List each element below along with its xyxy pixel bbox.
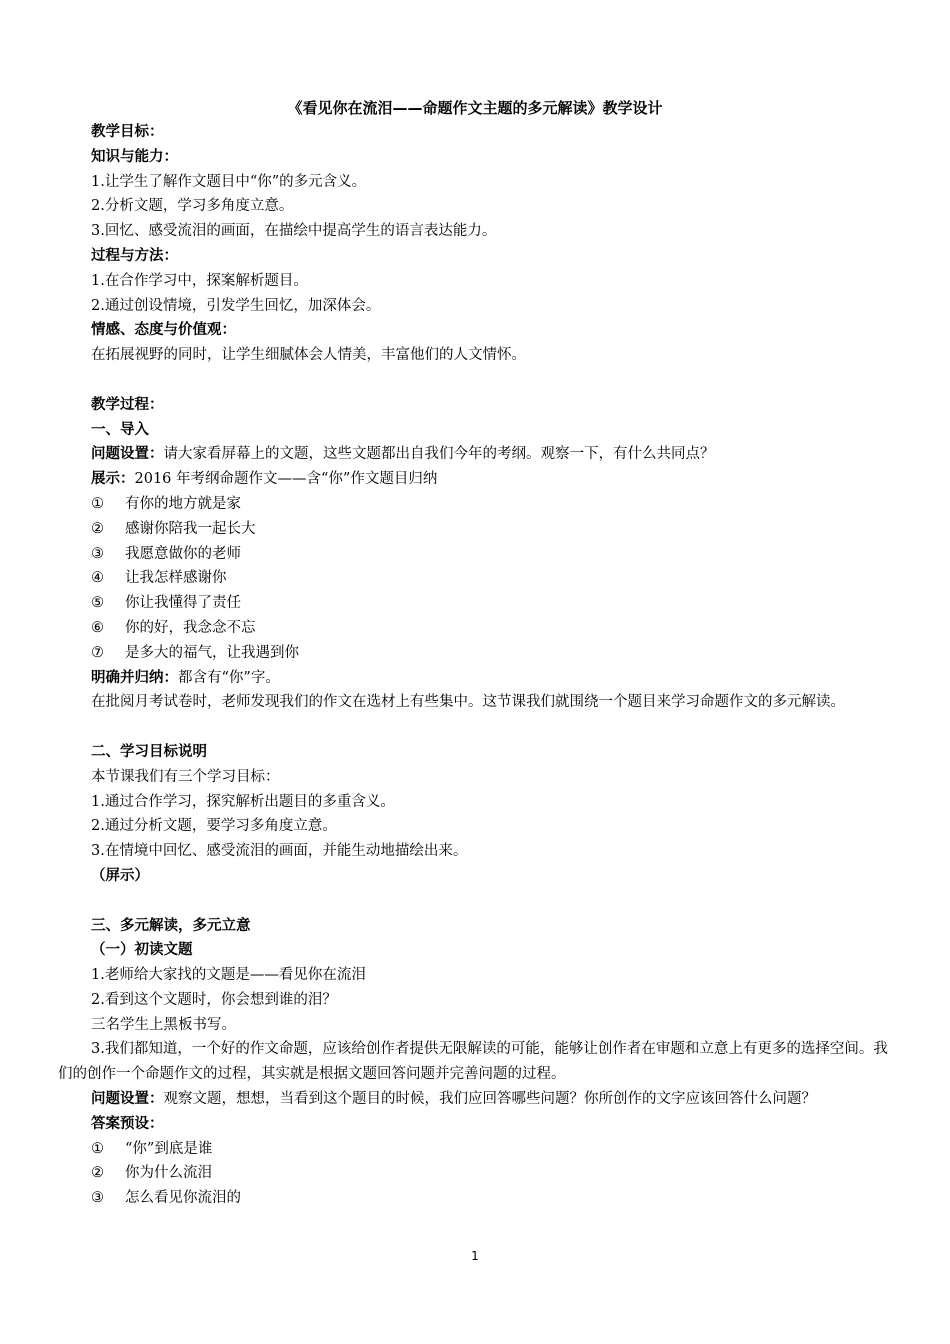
topic-item (91, 492, 896, 517)
intro-question (91, 442, 896, 467)
process-item: 2.通过创设情境，引发学生回忆，加深体会。 (91, 297, 381, 314)
topic-number: ⑦ (91, 644, 104, 661)
analysis-item: 2.看到这个文题时，你会想到谁的泪？ (91, 991, 337, 1008)
knowledge-item: 1.让学生了解作文题目中“你”的多元含义。 (91, 173, 367, 190)
goals-heading: 教学目标： (91, 124, 164, 140)
topic-number: ② (91, 520, 104, 537)
answer-text: 你为什么流泪 (125, 1165, 212, 1182)
show-label: 展示： (91, 471, 135, 488)
teaching-process-heading: 教学过程： (91, 396, 164, 413)
conclude-text: 都含有“你”字。 (178, 669, 280, 686)
goal-item: 2.通过分析文题，要学习多角度立意。 (91, 818, 337, 835)
question-text: 请大家看屏幕上的文题，这些文题都出自我们今年的考纲。观察一下，有什么共同点？ (163, 446, 715, 463)
topic-text: 有你的地方就是家 (125, 495, 241, 512)
analysis-question (91, 1087, 896, 1112)
goal-item: 3.在情境中回忆、感受流泪的画面，并能生动地描绘出来。 (91, 843, 468, 860)
section-analysis-heading: 三、多元解读，多元立意 (91, 917, 251, 934)
knowledge-heading: 知识与能力： (91, 148, 178, 165)
emotion-text: 在拓展视野的同时，让学生细腻体会人情美，丰富他们的人文情怀。 (91, 347, 526, 364)
page-number: 1 (471, 1249, 479, 1263)
topic-text: 我愿意做你的老师 (125, 545, 241, 562)
emotion-heading: 情感、态度与价值观： (91, 322, 236, 339)
intro-show (91, 467, 896, 492)
topic-number: ⑥ (91, 619, 104, 636)
spacer (91, 368, 896, 393)
show-text: 2016 年考纲命题作文——含“你”作文题目归纳 (134, 471, 438, 488)
topic-text: 是多大的福气，让我遇到你 (125, 644, 299, 661)
topic-text: 你的好，我念念不忘 (125, 619, 256, 636)
section-goals-heading: 二、学习目标说明 (91, 743, 207, 760)
topic-item (91, 517, 896, 542)
topic-text: 你让我懂得了责任 (125, 595, 241, 612)
answer-text: 怎么看见你流泪的 (125, 1190, 241, 1207)
answer-number: ① (91, 1140, 104, 1157)
intro-conclusion (91, 666, 896, 691)
answer-text: “你”到底是谁 (125, 1140, 213, 1157)
intro-paragraph: 在批阅月考试卷时，老师发现我们的作文在选材上有些集中。这节课我们就围绕一个题目来学习命题作文的多元解读。 (91, 694, 845, 711)
topic-number: ④ (91, 570, 104, 587)
topic-item (91, 616, 896, 641)
analysis-item: 三名学生上黑板书写。 (91, 1016, 236, 1033)
answer-number: ② (91, 1165, 104, 1182)
answer-label: 答案预设： (91, 1115, 164, 1132)
analysis-item: 1.老师给大家找的文题是——看见你在流泪 (91, 967, 366, 984)
screen-note: （屏示） (91, 867, 149, 884)
analysis-paragraph: 3.我们都知道，一个好的作文命题，应该给创作者提供无限解读的可能，能够让创作者在审题和立意上有更多的选择空间。我们的创作一个命题作文的过程，其实就是根据文题回答问题并完善问题的过程。 (58, 1041, 888, 1083)
topic-number: ③ (91, 545, 104, 562)
goal-item: 1.通过合作学习，探究解析出题目的多重含义。 (91, 793, 395, 810)
answer-item (91, 1161, 896, 1186)
question-label: 问题设置： (91, 1091, 164, 1108)
answer-number: ③ (91, 1190, 104, 1207)
document-title: 《看见你在流泪——命题作文主题的多元解读》教学设计 (287, 99, 663, 117)
spacer (91, 715, 896, 740)
subsection-heading: （一）初读文题 (91, 942, 193, 959)
spacer (91, 889, 896, 914)
knowledge-item: 2.分析文题，学习多角度立意。 (91, 198, 294, 215)
topic-number: ① (91, 495, 104, 512)
process-item: 1.在合作学习中，探案解析题目。 (91, 272, 308, 289)
answer-item (91, 1186, 896, 1211)
question-label: 问题设置： (91, 446, 164, 463)
knowledge-item: 3.回忆、感受流泪的画面，在描绘中提高学生的语言表达能力。 (91, 223, 497, 240)
process-method-heading: 过程与方法： (91, 247, 178, 264)
topic-text: 感谢你陪我一起长大 (125, 520, 256, 537)
topic-text: 让我怎样感谢你 (125, 570, 227, 587)
answer-item (91, 1137, 896, 1162)
document-body (58, 120, 896, 1211)
topic-item (91, 566, 896, 591)
topic-item (91, 641, 896, 666)
goals-lead: 本节课我们有三个学习目标： (91, 768, 280, 785)
topic-item (91, 542, 896, 567)
question-text: 观察文题，想想，当看到这个题目的时候，我们应回答哪些问题？你所创作的文字应该回答什么问题？ (163, 1091, 816, 1108)
topic-item (91, 591, 896, 616)
section-intro-heading: 一、导入 (91, 421, 149, 438)
topic-number: ⑤ (91, 595, 104, 612)
conclude-label: 明确并归纳： (91, 669, 178, 686)
